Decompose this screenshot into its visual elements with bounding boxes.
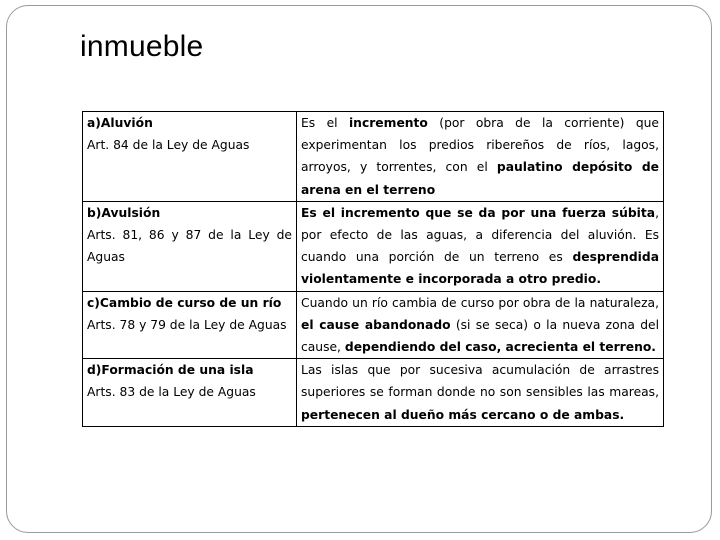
- desc-emphasis: Es el incremento que se da por una fuerza súbita: [301, 205, 656, 220]
- desc-text: (por obra de la corriente) que experimentan los predios ribereños de ríos, lagos, arroyos, y torrentes, con el: [301, 116, 659, 175]
- table-row: [83, 112, 664, 202]
- desc-emphasis: paulatino depósito de arena en el terreno: [301, 160, 660, 197]
- row-heading: b)Avulsión: [87, 205, 161, 220]
- row-reference: Arts. 81, 86 y 87 de la Ley de Aguas: [87, 228, 292, 265]
- desc-emphasis: incremento: [348, 116, 428, 130]
- row-label-cell: [83, 291, 297, 359]
- desc-emphasis: dependiendo del caso, acrecienta el terreno.: [344, 340, 656, 355]
- row-description: [297, 201, 664, 291]
- accession-table: [82, 111, 664, 427]
- row-reference: Arts. 83 de la Ley de Aguas: [87, 385, 256, 400]
- row-heading: c)Cambio de curso de un río: [87, 295, 282, 310]
- row-heading: a)Aluvión: [87, 116, 153, 130]
- desc-emphasis: el cause abandonado: [301, 317, 451, 332]
- desc-text: , por efecto de las aguas, a diferencia del aluvión. Es cuando una porción de un terreno es: [301, 205, 659, 265]
- desc-emphasis: desprendida violentamente e incorporada a otro predio.: [301, 250, 659, 287]
- table-row: [83, 359, 664, 427]
- table-row: [83, 291, 664, 359]
- row-label-cell: [83, 112, 297, 202]
- row-description: [297, 291, 664, 359]
- row-description: [297, 112, 664, 202]
- desc-text: Las islas que por sucesiva acumulación de arrastres superiores se forman donde no son sensibles las mareas,: [301, 363, 659, 400]
- row-label-cell: [83, 359, 297, 427]
- slide-title: inmueble: [80, 30, 204, 63]
- row-reference: Art. 84 de la Ley de Aguas: [87, 138, 250, 153]
- row-reference: Arts. 78 y 79 de la Ley de Aguas: [87, 317, 287, 332]
- row-label-cell: [83, 201, 297, 291]
- desc-text: Cuando un río cambia de curso por obra de la naturaleza,: [301, 295, 659, 310]
- desc-emphasis: pertenecen al dueño más cercano o de ambas.: [301, 407, 625, 422]
- row-description: [297, 359, 664, 427]
- row-heading: d)Formación de una isla: [87, 363, 254, 378]
- desc-text: Es el: [301, 116, 349, 130]
- desc-text: (si se seca) o la nueva zona del cause,: [301, 317, 660, 355]
- table-row: [83, 201, 664, 291]
